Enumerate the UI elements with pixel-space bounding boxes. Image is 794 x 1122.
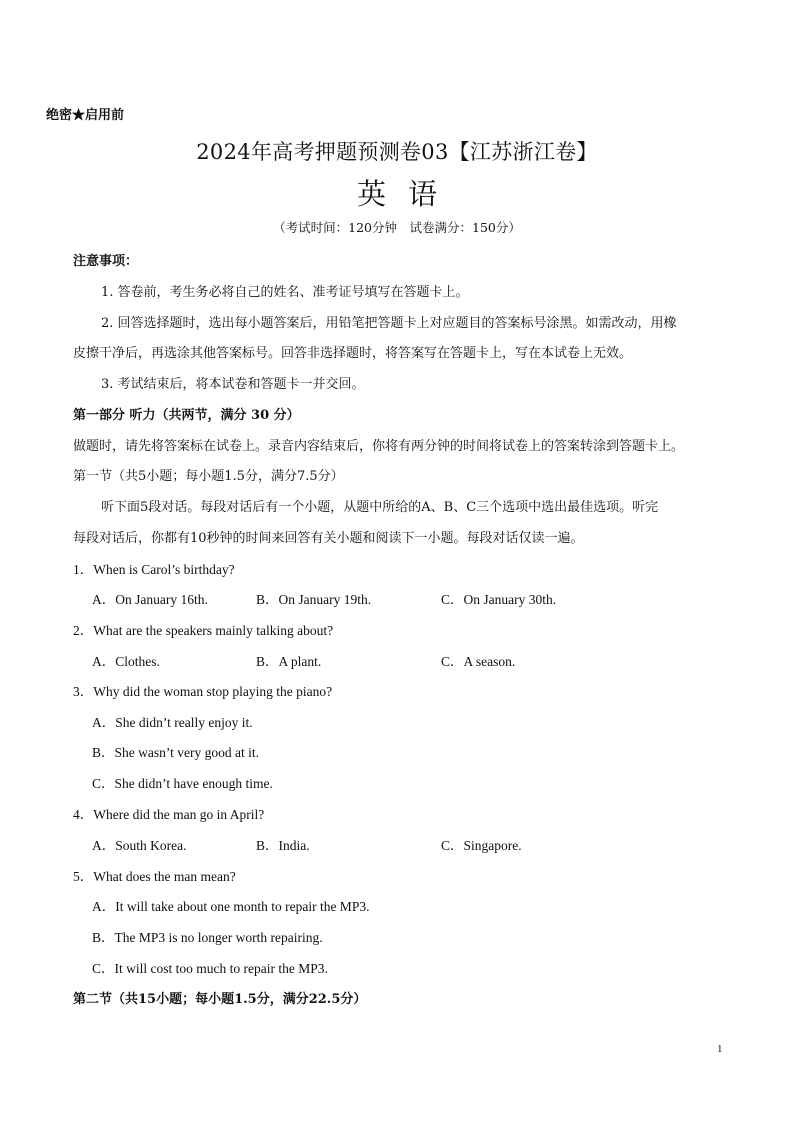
option-b: B．India.: [256, 838, 310, 853]
option-b: B．She wasn’t very good at it.: [92, 745, 259, 760]
option-a: A．It will take about one month to repair the MP3.: [92, 899, 370, 914]
notice-item: 2. 回答选择题时，选出每小题答案后，用铅笔把答题卡上对应题目的答案标号涂黑。如需改动，用橡: [101, 316, 677, 331]
section2-heading: 第二节（共15小题；每小题1.5分，满分22.5分）: [73, 992, 367, 1007]
option-c: C．A season.: [441, 654, 516, 669]
question-stem: 1．When is Carol’s birthday?: [73, 562, 235, 577]
notice-item: 3. 考试结束后，将本试卷和答题卡一并交回。: [101, 377, 365, 392]
page-number: 1: [717, 1043, 723, 1055]
notice-heading: 注意事项：: [73, 254, 139, 269]
question-stem: 2．What are the speakers mainly talking about?: [73, 623, 334, 638]
option-c: C．Singapore.: [441, 838, 522, 853]
option-a: A．She didn’t really enjoy it.: [92, 715, 253, 730]
subject-title: 英语: [356, 177, 459, 211]
option-b: B．The MP3 is no longer worth repairing.: [92, 930, 323, 945]
question-stem: 3．Why did the woman stop playing the piano?: [73, 684, 333, 699]
section1-instruction: 听下面5段对话。每段对话后有一个小题，从题中所给的A、B、C三个选项中选出最佳选项。听完: [101, 500, 659, 515]
notice-item: 1. 答卷前，考生务必将自己的姓名、准考证号填写在答题卡上。: [101, 285, 469, 300]
exam-title: 2024年高考押题预测卷03【江苏浙江卷】: [196, 140, 598, 164]
option-b: B．On January 19th.: [256, 592, 372, 607]
option-a: A．On January 16th.: [92, 592, 208, 607]
part1-heading: 第一部分 听力（共两节，满分 30 分）: [73, 408, 300, 423]
section1-heading: 第一节（共5小题；每小题1.5分，满分7.5分）: [73, 469, 344, 484]
question-stem: 5．What does the man mean?: [73, 869, 236, 884]
option-c: C．On January 30th.: [441, 592, 557, 607]
question-stem: 4．Where did the man go in April?: [73, 807, 265, 822]
option-b: B．A plant.: [256, 654, 322, 669]
option-a: A．South Korea.: [92, 838, 187, 853]
option-a: A．Clothes.: [92, 654, 160, 669]
part1-instruction: 做题时，请先将答案标在试卷上。录音内容结束后，你将有两分钟的时间将试卷上的答案转涂到答题卡上。: [73, 439, 685, 454]
option-c: C．She didn’t have enough time.: [92, 776, 273, 791]
section1-instruction: 每段对话后，你都有10秒钟的时间来回答有关小题和阅读下一小题。每段对话仅读一遍。: [73, 531, 584, 546]
notice-item: 皮擦干净后，再选涂其他答案标号。回答非选择题时，将答案写在答题卡上，写在本试卷上无效。: [73, 346, 633, 361]
exam-time-info: （考试时间：120分钟 试卷满分：150分）: [273, 220, 521, 235]
option-c: C．It will cost too much to repair the MP3.: [92, 961, 328, 976]
confidential-label: 绝密★启用前: [46, 108, 125, 123]
